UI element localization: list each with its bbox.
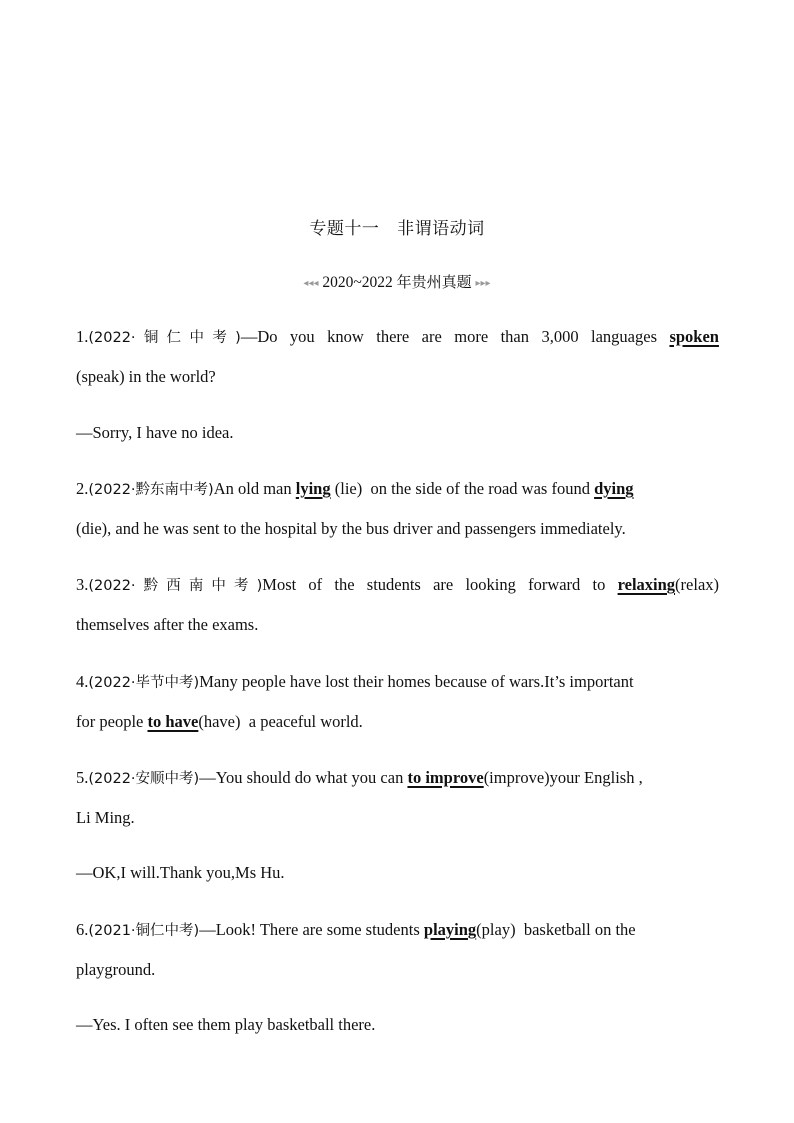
question-source: (2022·铜仁中考)	[88, 330, 241, 346]
question-source: (2022·安顺中考)	[88, 771, 200, 787]
question-source: (2021·铜仁中考)	[88, 923, 200, 939]
question-1-line-2: (speak) in the world?	[76, 367, 216, 386]
arrow-left-icon: ◂◂◂	[303, 277, 319, 289]
question-4-line-1: 4.(2022·毕节中考)Many people have lost their homes because of wars.It’s important	[76, 672, 634, 691]
question-3-line-2: themselves after the exams.	[76, 615, 259, 634]
page-title: 专题十一 非谓语动词	[309, 219, 485, 239]
year-range: 2020~2022	[322, 274, 393, 291]
answer-text: to have	[147, 712, 199, 731]
arrow-right-icon: ▸▸▸	[475, 277, 491, 289]
question-1-line-1: 1.(2022·铜仁中考)—Do you know there are more than 3,000 languages spoken	[76, 327, 719, 346]
question-source: (2022·黔东南中考)	[88, 482, 214, 498]
answer-text: relaxing	[617, 575, 676, 594]
question-2-line-2: (die), and he was sent to the hospital by the bus driver and passengers immediately.	[76, 519, 626, 538]
question-3-line-1: 3.(2022·黔西南中考)Most of the students are looking forward to relaxing(relax)	[76, 575, 720, 594]
subtitle-text: 年贵州真题	[396, 273, 472, 291]
answer-text: dying	[594, 479, 634, 498]
question-1-reply: —Sorry, I have no idea.	[76, 423, 234, 442]
question-source: (2022·毕节中考)	[88, 675, 200, 691]
answer-text: lying	[295, 479, 331, 498]
question-5-reply: —OK,I will.Thank you,Ms Hu.	[76, 863, 285, 882]
question-5-line-1: 5.(2022·安顺中考)—You should do what you can to improve(improve)your English ,	[76, 768, 643, 787]
question-6-line-1: 6.(2021·铜仁中考)—Look! There are some students playing(play) basketball on the	[76, 920, 636, 939]
question-2-line-1: 2.(2022·黔东南中考)An old man lying (lie) on the side of the road was found dying	[76, 479, 634, 498]
answer-text: spoken	[669, 327, 719, 346]
question-source: (2022·黔西南中考)	[88, 578, 263, 594]
question-4-line-2: for people to have(have) a peaceful world.	[76, 712, 363, 731]
answer-text: to improve	[407, 768, 484, 787]
answer-text: playing	[423, 920, 477, 939]
section-subtitle	[0, 271, 794, 292]
question-6-reply: —Yes. I often see them play basketball there.	[76, 1015, 376, 1034]
question-5-line-2: Li Ming.	[76, 808, 135, 827]
question-6-line-2: playground.	[76, 960, 156, 979]
